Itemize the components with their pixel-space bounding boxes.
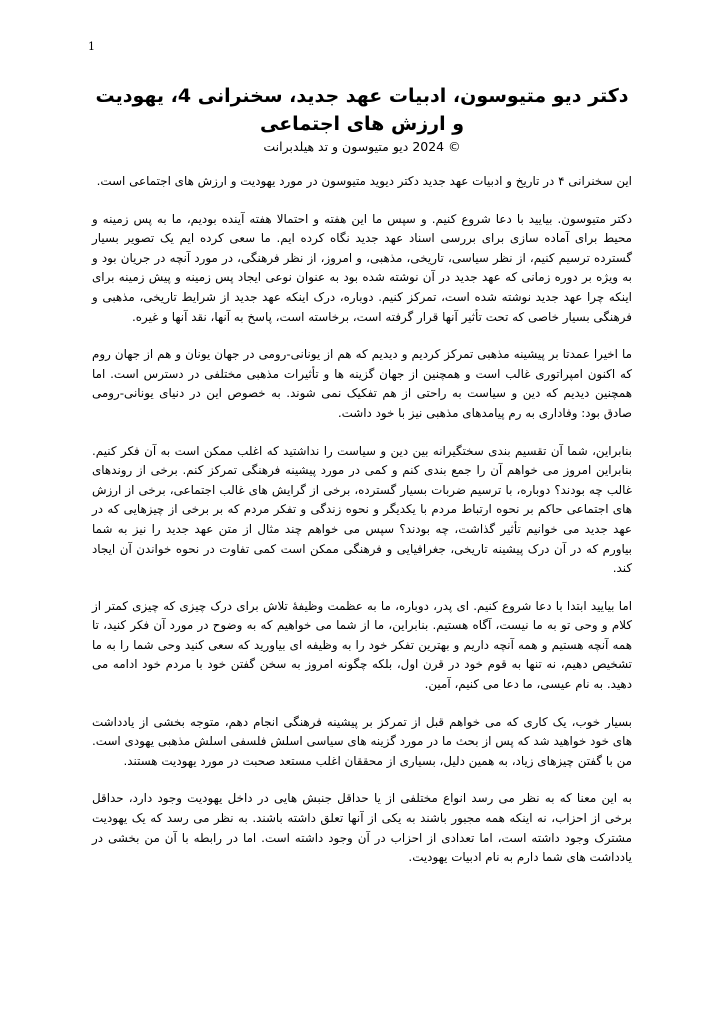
paragraph: دکتر متیوسون. بیایید با دعا شروع کنیم. و سپس ما این هفته و احتمالا هفته آینده بودیم، ما به پس زمینه و محیط برای آماده سازی برای بررسی اسناد عهد جدید نگاه کرده ایم. ما سعی کرده ایم یک تصویر بسیار گسترده ترسیم کنیم، از نظر سیاسی، تاریخی، مذهبی، و امروز، از نظر فرهنگی، در مورد آنچه در جریان بود و به ویژه بر دوره زمانی که عهد جدید در آن نوشته شده بود به عنوان نوعی ایجاد پس زمینه و پیش زمینه برای اینکه چرا عهد جدید نوشته شده است، تمرکز کنیم. دوباره، درک اینکه عهد جدید از شرایط تاریخی، مذهبی و فرهنگی بسیار خاصی که تحت تأثیر آنها قرار گرفته است، برخاسته است، پاسخ به آنها، نقد آنها و غیره. [92, 211, 632, 324]
paragraph: بنابراین، شما آن تقسیم بندی سختگیرانه بین دین و سیاست را نداشتید که اغلب ممکن است به آن فکر کنیم. بنابراین امروز می خواهم آن را جمع بندی کنم و کمی در مورد پیشینه فرهنگی تمرکز کنم. برخی از روندهای غالب چه بودند؟ دوباره، با ترسیم ضربات بسیار گسترده، برخی از گرایش های غالب اجتماعی، برخی از ارزش های اجتماعی حاکم بر نحوه ارتباط مردم با یکدیگر و نحوه زندگی و تفکر مردم که بر برخی از چیزهایی که در عهد جدید می خوانیم تأثیر گذاشت، چه بودند؟ سپس می خواهم چند مثال از متن عهد جدید را نیز به شما بیاورم که در آن درک پیشینه تاریخی، جغرافیایی و فرهنگی ممکن است کمی تفاوت در نحوه خواندن آن ایجاد کند. [92, 443, 632, 576]
paragraph: اما بیایید ابتدا با دعا شروع کنیم. ای پدر، دوباره، ما به عظمت وظیفهٔ تلاش برای درک چیزی که چیزی کمتر از کلام و وحی تو به ما نیست، آگاه هستیم. بنابراین، ما از شما می خواهیم که به وضوح در مورد آن فکر کنید، تا همه آنچه هستیم و همه آنچه داریم و بهترین تفکر خود را به وظیفه ای بیاورید که سعی کنید وحی شما را به ما تشخیص دهیم، نه تنها به قوم خود در قرن اول، بلکه چگونه امروز به سخن گفتن خود با مردم خود ادامه می دهید. به نام عیسی، ما دعا می کنیم، آمین. [92, 598, 632, 692]
document-body [92, 82, 632, 886]
paragraph: ما اخیرا عمدتا بر پیشینه مذهبی تمرکز کردیم و دیدیم که هم از یونانی-رومی در جهان یونان و هم از جهان روم که اکنون امپراتوری غالب است و همچنین از جهان گزینه ها و تأثیرات مذهبی مختلفی در دسترس است. اما همچنین دیدیم که دین و سیاست به راحتی از هم تفکیک نمی شوند. به خصوص این در دنیای یونانی-رومی صادق بود: وفاداری به رم پیامدهای مذهبی نیز با خود داشت. [92, 347, 632, 420]
paragraph: به این معنا که به نظر می رسد انواع مختلفی از یا حداقل جنبش هایی در داخل یهودیت وجود دارد، حداقل برخی از احزاب، نه اینکه همه مجبور باشند به یکی از آنها تعلق داشته باشند. به نظر می رسد که یک یهودیت مشترک وجود داشته است، اما تعدادی از احزاب در آن وجود داشته است. اما در رابطه با آن من بخشی در یادداشت های شما دارم به نام ادبیات یهودیت. [92, 791, 632, 865]
document-title: دکتر دیو متیوسون، ادبیات عهد جدید، سخنرانی 4، یهودیت و ارزش های اجتماعی [95, 85, 629, 135]
page-number: 1 [88, 40, 95, 53]
paragraph-intro: این سخنرانی ۴ در تاریخ و ادبیات عهد جدید دکتر دیوید متیوسون در مورد یهودیت و ارزش های اجتماعی است. [96, 174, 632, 188]
paragraph: بسیار خوب، یک کاری که می خواهم قبل از تمرکز بر پیشینه فرهنگی انجام دهم، متوجه بخشی از یادداشت های خود خواهید شد که پس از بحث ما در مورد گزینه های سیاسی اسلش فلسفی اسلش مذهبی یهودی است. من با گفتن چیزهای زیاد، به همین دلیل، بسیاری از محققان اغلب مستعد صحبت در مورد یهودیت هستند. [92, 714, 632, 768]
copyright-line: © 2024 دیو متیوسون و تد هیلدبرانت [263, 139, 461, 154]
